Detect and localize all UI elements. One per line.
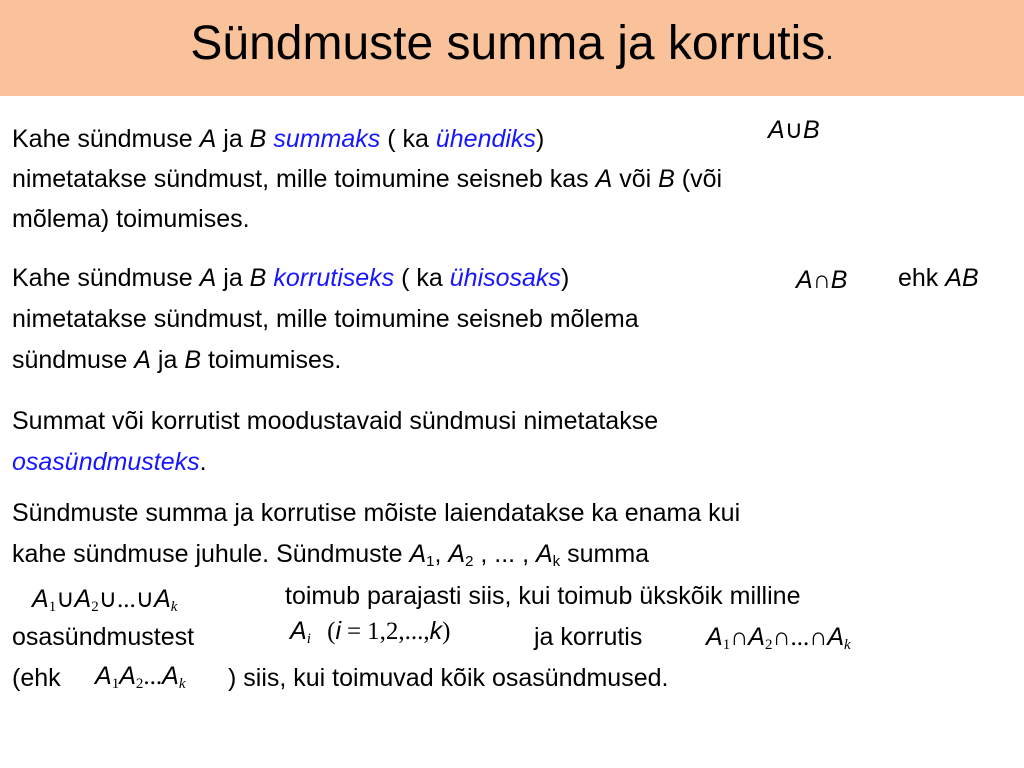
text: toimumises. xyxy=(201,346,342,374)
title-dot: . xyxy=(825,33,834,66)
text: . xyxy=(199,448,207,476)
var-a: A xyxy=(74,585,92,613)
term-summaks: summaks xyxy=(273,125,381,153)
var-b: B xyxy=(803,116,820,144)
text: Kahe sündmuse xyxy=(12,125,200,153)
intersection-symbol: ∩ xyxy=(812,267,831,294)
text: ja xyxy=(150,346,185,374)
subscript: 2 xyxy=(135,676,144,692)
intersection-symbol: ∩ xyxy=(772,624,791,651)
text: ja korrutis xyxy=(534,623,643,651)
var-a: A xyxy=(448,540,466,568)
text: ja xyxy=(216,264,250,292)
var-a: A xyxy=(409,540,427,568)
var-a: A xyxy=(706,623,723,651)
subscript: 1 xyxy=(722,637,731,653)
var-a: A xyxy=(535,540,553,568)
p4-line4b xyxy=(534,621,642,653)
var-ab: AB xyxy=(945,264,979,292)
subscript: 2 xyxy=(91,599,99,615)
p1-line2 xyxy=(12,163,722,195)
ellipsis: ... xyxy=(117,586,136,613)
p4-line2 xyxy=(12,538,649,570)
text: summa xyxy=(560,540,650,568)
var-a: A xyxy=(768,116,785,144)
p4-line4a xyxy=(12,621,194,653)
text: osasündmustest xyxy=(12,623,195,651)
var-a: A xyxy=(154,585,171,613)
var-b: B xyxy=(658,165,675,193)
var-a: A xyxy=(796,266,813,294)
union-symbol: ∪ xyxy=(784,117,803,144)
ellipsis: ... xyxy=(143,663,163,690)
text: ) xyxy=(560,264,570,292)
var-a: A xyxy=(32,585,49,613)
intersection-symbol: ∩ xyxy=(730,624,749,651)
p2-line2 xyxy=(12,303,639,335)
title-bar xyxy=(0,0,1024,96)
range-values: 1,2,..., xyxy=(367,618,430,645)
intersection-series-formula xyxy=(706,621,851,654)
term-uhisosaks: ühisosaks xyxy=(449,264,561,292)
text: (või xyxy=(674,165,723,193)
subscript: k xyxy=(552,553,561,570)
var-b: B xyxy=(249,125,267,153)
text: toimub parajasti siis, kui toimub ükskõik milline xyxy=(285,582,801,610)
p4-line3 xyxy=(285,580,800,612)
intersection-formula xyxy=(796,264,847,297)
var-k: k xyxy=(429,617,443,645)
ai-index-formula xyxy=(290,615,450,648)
var-a: A xyxy=(199,125,217,153)
text: nimetatakse sündmust, mille toimumine seisneb mõlema xyxy=(12,305,639,333)
subscript: 2 xyxy=(465,553,474,570)
page-title xyxy=(0,14,1024,80)
var-a: A xyxy=(162,662,179,690)
ellipsis: ... xyxy=(790,624,810,651)
var-a: A xyxy=(95,662,112,690)
text: ja xyxy=(216,125,250,153)
intersection-symbol: ∩ xyxy=(809,624,828,651)
union-symbol: ∪ xyxy=(135,586,155,613)
text: (ehk xyxy=(12,664,61,692)
subscript: k xyxy=(178,676,186,692)
var-a: A xyxy=(827,623,844,651)
subscript: k xyxy=(170,599,178,615)
text: ) siis, kui toimuvad kõik osasündmused. xyxy=(228,664,669,692)
var-b: B xyxy=(184,346,202,374)
p1-line3 xyxy=(12,203,250,235)
var-a: A xyxy=(290,617,307,645)
text: Summat või korrutist moodustavaid sündmusi nimetatakse xyxy=(12,407,659,435)
term-osasundmusteks: osasündmusteks xyxy=(12,448,200,476)
text: sündmuse xyxy=(12,346,135,374)
text: mõlema) toimumises. xyxy=(12,205,250,233)
p3-line2 xyxy=(12,446,207,478)
union-formula xyxy=(768,114,820,147)
p2-line1 xyxy=(12,262,569,294)
text: kahe sündmuse juhule. Sündmuste xyxy=(12,540,410,568)
term-korrutiseks: korrutiseks xyxy=(273,264,395,292)
p2-ehk-ab xyxy=(898,262,979,294)
text: Sündmuste summa ja korrutise mõiste laiendatakse ka enama kui xyxy=(12,499,741,527)
p4-line5a xyxy=(12,662,61,694)
equals-symbol: = xyxy=(347,618,362,645)
text: või xyxy=(612,165,659,193)
var-a: A xyxy=(595,165,613,193)
subscript: k xyxy=(844,637,851,653)
var-a: A xyxy=(134,346,151,374)
text: ( ka xyxy=(380,125,436,153)
subscript: i xyxy=(306,631,311,647)
p4-line5b xyxy=(228,662,668,694)
text: Kahe sündmuse xyxy=(12,264,200,292)
p1-line1 xyxy=(12,123,544,155)
term-uhendiks: ühendiks xyxy=(435,125,536,153)
paren-open: ( xyxy=(327,618,336,645)
text: ehk xyxy=(898,264,946,292)
subscript: 2 xyxy=(764,637,773,653)
p2-line3 xyxy=(12,344,341,376)
text: ( ka xyxy=(394,264,450,292)
var-b: B xyxy=(249,264,267,292)
text: , ... , xyxy=(473,540,536,568)
var-b: B xyxy=(830,266,848,294)
subscript: 1 xyxy=(111,676,120,692)
paren-close: ) xyxy=(442,618,451,645)
product-formula xyxy=(95,660,185,693)
union-symbol: ∪ xyxy=(98,586,117,613)
union-symbol: ∪ xyxy=(56,586,75,613)
title-text: Sündmuste summa ja korrutis xyxy=(190,17,826,70)
var-a: A xyxy=(199,264,217,292)
var-i: i xyxy=(335,617,341,645)
text: ) xyxy=(535,125,545,153)
var-a: A xyxy=(748,623,765,651)
p4-line1 xyxy=(12,497,740,529)
union-series-formula xyxy=(32,583,177,616)
p3-line1 xyxy=(12,405,658,437)
var-a: A xyxy=(119,662,136,690)
subscript: 1 xyxy=(48,599,57,615)
text: nimetatakse sündmust, mille toimumine seisneb kas xyxy=(12,165,596,193)
subscript: 1 xyxy=(426,553,435,570)
text: , xyxy=(434,540,449,568)
